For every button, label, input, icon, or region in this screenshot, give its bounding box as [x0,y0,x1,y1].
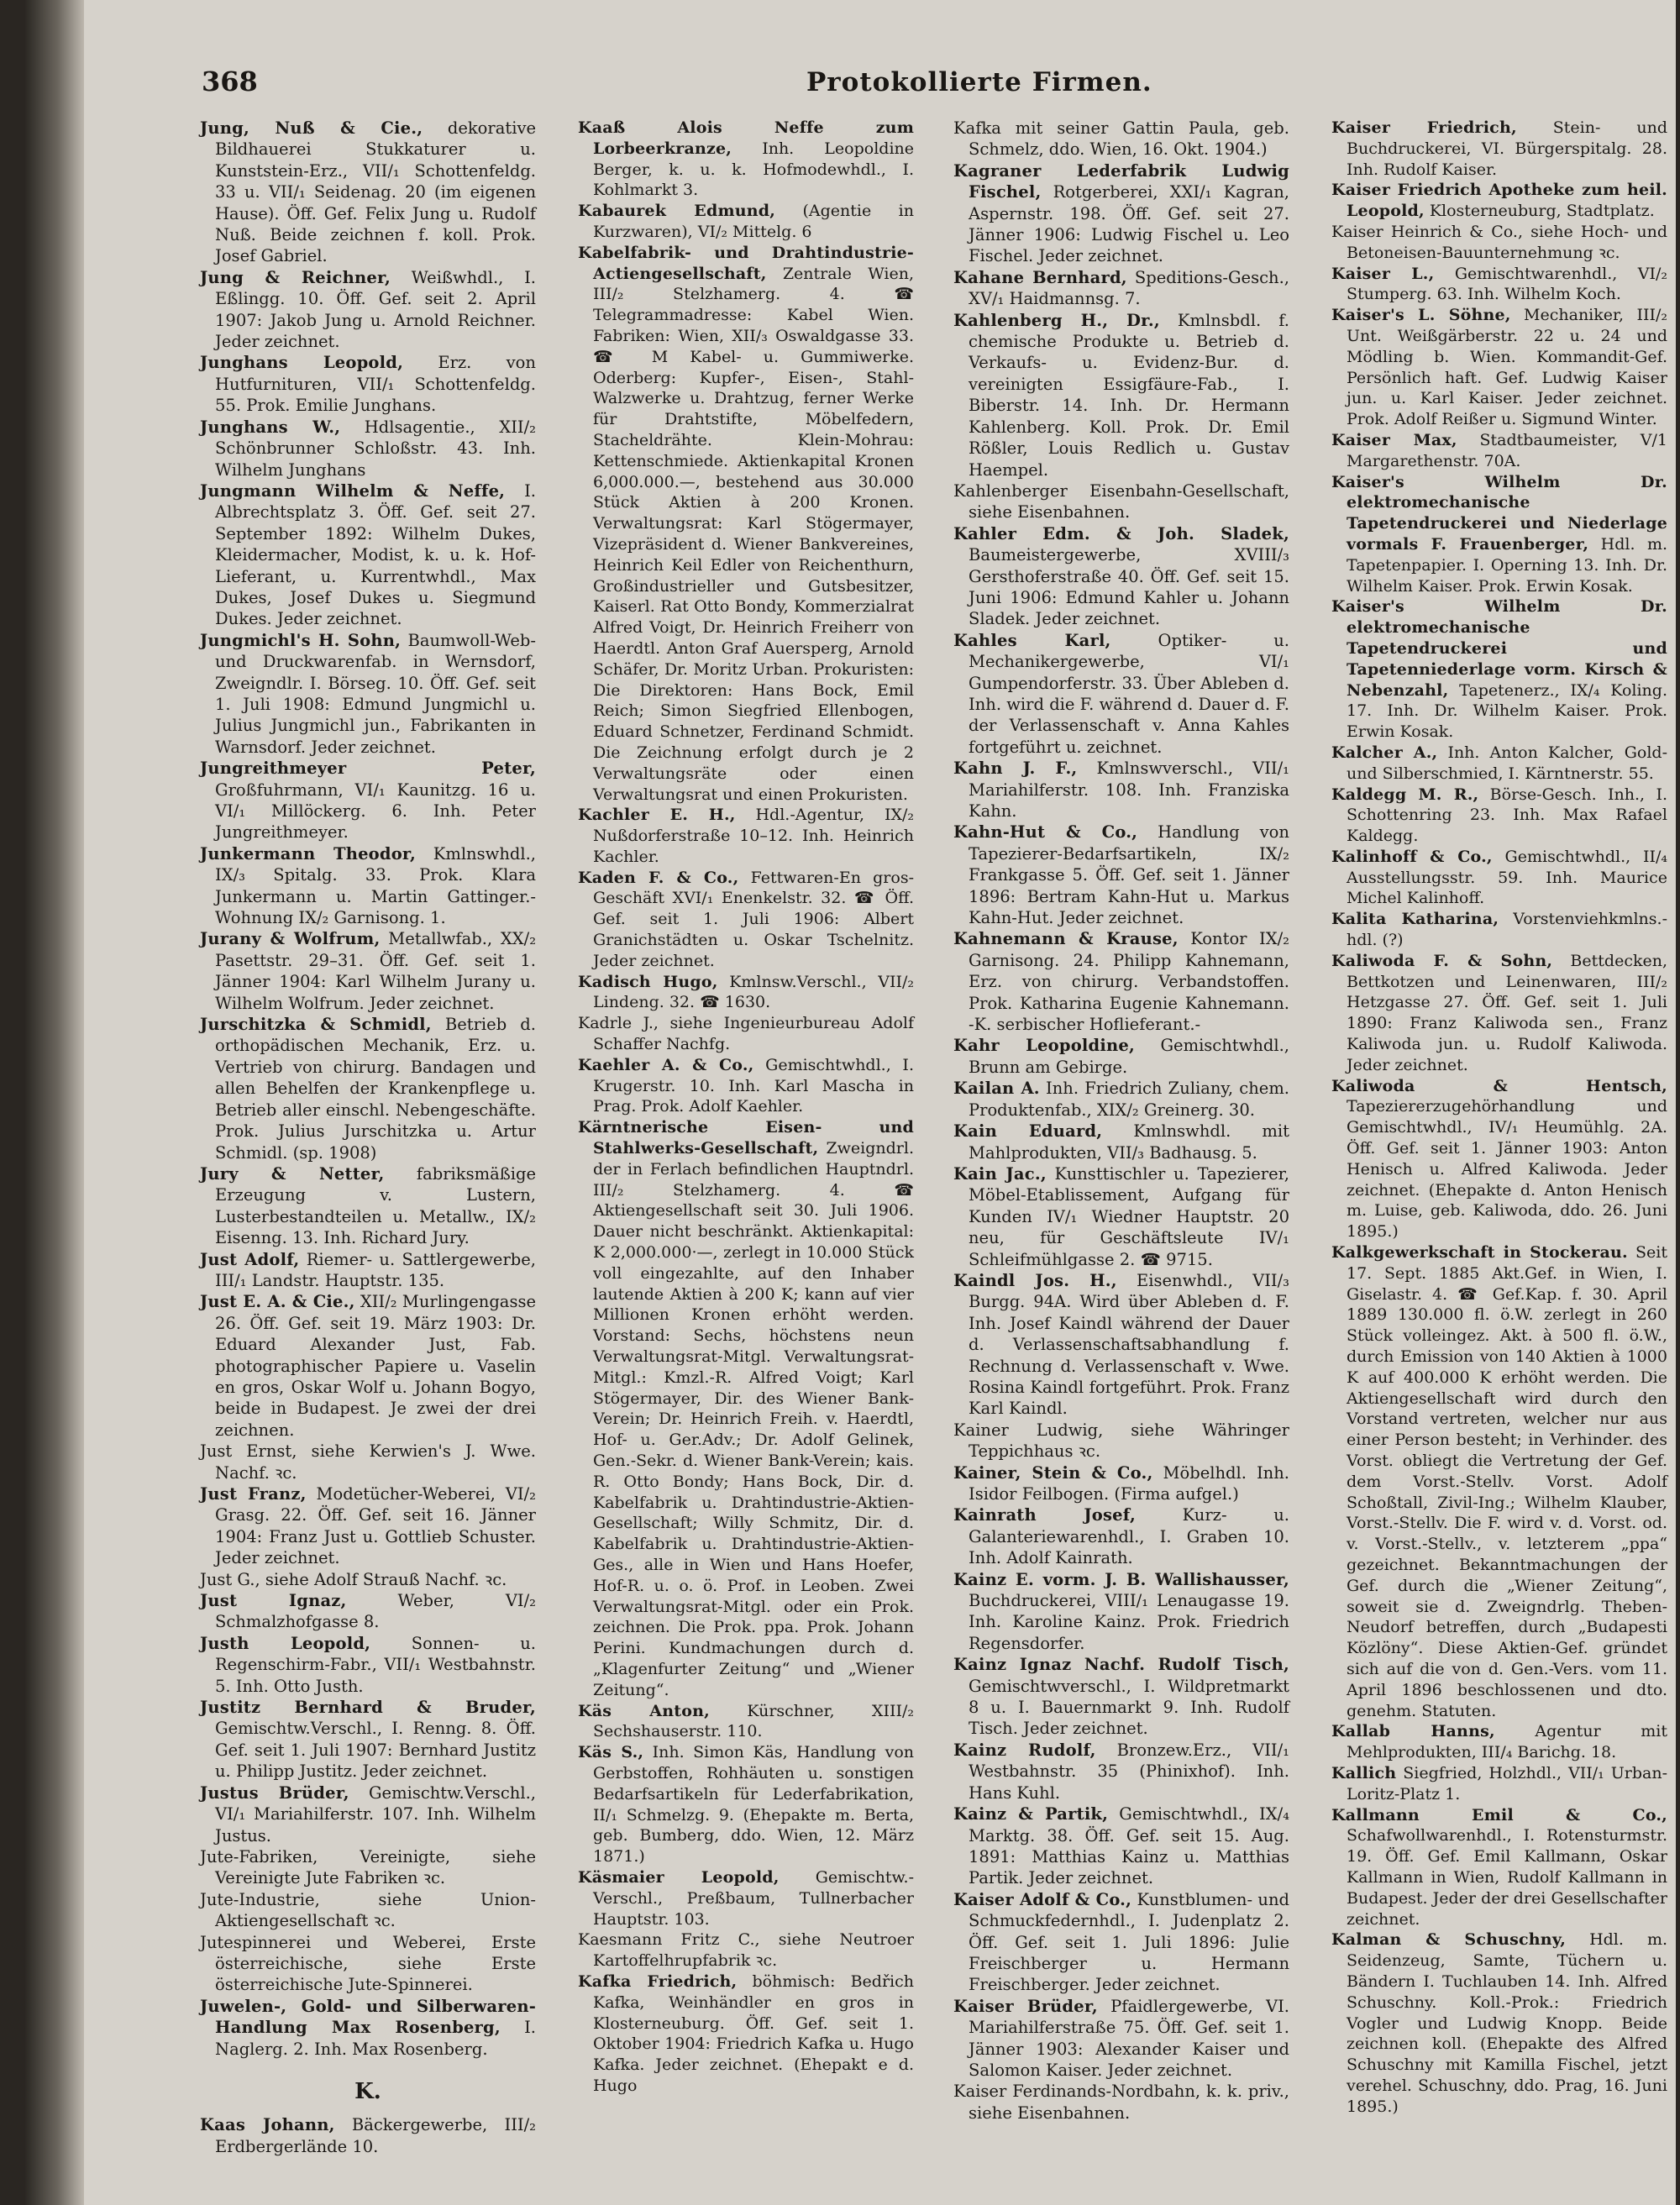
entry-details: Pfaidlergewerbe, VI. Mariahilferstraße 75. Öff. Gef. seit 1. Jänner 1903: Alexander Kaiser und Salomon Kaiser. Jeder zeichnet. [969,1996,1289,2080]
directory-entry [953,118,1289,160]
firm-name: Jungmann Wilhelm & Neffe, [200,480,506,501]
entry-details: Stein- und Buchdruckerei, VI. Bürgerspitalg. 28. Inh. Rudolf Kaiser. [1347,118,1667,179]
entry-details: I. Naglerg. 2. Inh. Max Rosenberg. [215,2018,536,2059]
directory-entry [578,1701,914,1743]
directory-entry [578,1013,914,1055]
entry-details: Möbelhdl. Inh. Isidor Feilbogen. (Firma aufgel.) [969,1462,1289,1504]
directory-entry [953,310,1289,480]
directory-entry [1331,596,1667,743]
directory-entry [953,1803,1289,1889]
firm-name: Kaehler A. & Co., [578,1055,754,1074]
firm-name: Kafka Friedrich, [578,1971,738,1991]
firm-name: Just Franz, [200,1484,307,1504]
directory-entry [578,868,914,972]
firm-name: Kain Eduard, [953,1121,1103,1142]
directory-entry [578,972,914,1014]
firm-name: Kahn-Hut & Co., [953,822,1138,843]
directory-entry [953,1654,1289,1740]
entry-details: Weber, VI/₂ Schmalzhofgasse 8. [215,1591,537,1632]
entry-details: Gemischtwarenhdl., VI/₂ Stumperg. 63. Inh. Wilhelm Koch. [1347,264,1667,304]
firm-name: Jung & Reichner, [200,267,391,287]
entry-details: Börse-Gesch. Inh., I. Schottenring 23. Inh. Max Rafael Kaldegg. [1347,785,1667,846]
firm-name: Kainz Ignaz Nachf. Rudolf Tisch, [953,1655,1289,1675]
entry-details: Hdlsagentie., XII/₂ Schönbrunner Schloßstr. 43. Inh. Wilhelm Junghans [215,417,536,480]
firm-name: Kainer, Stein & Co., [953,1462,1153,1483]
directory-entry [200,1889,536,1932]
directory-entry [1331,472,1667,597]
entry-details: Siegfried, Holzhdl., VII/₁ Urban-Loritz-Platz 1. [1347,1763,1667,1803]
directory-entry [953,1504,1289,1568]
firm-name: Kalkgewerkschaft in Stockerau. [1331,1243,1628,1263]
firm-name: Kaiser's Wilhelm Dr. elektromechanische Tapetendruckerei und Tapetenniederlage vorm. Kirsch & Nebenzahl, [1331,597,1667,700]
entry-details: Zentrale Wien, III/₂ Stelzhamerg. 4. ☎ Telegrammadresse: Kabel Wien. Fabriken: Wien, XII/₃ Oswaldgasse 33. ☎ M Kabel- u. Gummiwerke. Oderberg: Kupfer-, Eisen-, Stahl-Walzwerke u. Drahtzug, ferner Werke für Drahtstifte, Möbelfedern, Stacheldrähte. Klein-Mohrau: Kettenschmiede. Aktienkapital Kronen 6,000.000.—, bestehend aus 30.000 Stück Aktien à 200 Kronen. Verwaltungsrat: Karl Stögermayer, Vizepräsident d. Wiener Bankvereines, Heinrich Keil Edler von Reichenthurn, Großindustrieller und Gutsbesitzer, Kaiserl. Rat Otto Bondy, Kommerzialrat Alfred Voigt, Dr. Heinrich Freiherr von Haerdtl. Anton Graf Auersperg, Arnold Schäfer, Dr. Moritz Urban. Prokuristen: Die Direktoren: Hans Bock, Emil Reich; Simon Siegfried Ellenbogen, Eduard Schnetzer, Ferdinand Schmidt. Die Zeichnung erfolgt durch je 2 Verwaltungsräte oder einen Verwaltungsrat und einen Prokuristen. [593,264,914,804]
firm-name: Kahane Bernhard, [953,267,1127,287]
directory-entry [1331,951,1667,1076]
directory-entry [200,1633,536,1697]
firm-name: Kaiser Adolf & Co., [953,1889,1132,1909]
directory-entry [953,160,1289,267]
directory-entry [200,630,536,758]
entry-details: Kmlnsw.Verschl., VII/₂ Lindeng. 32. ☎ 1630. [593,972,914,1012]
directory-entry [200,758,536,843]
firm-name: Kaiser L., [1331,264,1435,283]
directory-entry [953,822,1289,928]
entry-details: Kunsttischler u. Tapezierer, Möbel-Etablissement, Aufgang für Kunden IV/₁ Wiedner Hauptstr. 20 neu, für Geschäftsleute IV/₁ Schleifmühlgasse 2. ☎ 9715. [969,1163,1289,1269]
entry-details: Zweigndrl. der in Ferlach befindlichen Hauptndrl. III/₂ Stelzhamerg. 4. ☎ Aktiengesellschaft seit 30. Juli 1906. Dauer nicht beschränkt. Aktienkapital: K 2,000.000·—, zerlegt in 10.000 Stück voll eingezahlte, auf den Inhaber lautende Aktien à 200 K; kann auf vier Millionen Kronen erhöht werden. Vorstand: Sechs, höchstens neun Verwaltungsrat-Mitgl. Verwaltungsrat-Mitgl.: Kmzl.-R. Alfred Voigt; Karl Stögermayer, Dir. des Wiener Bank-Verein; Dr. Heinrich Freih. v. Haerdtl, Hof- u. Ger.Adv.; Dr. Adolf Gelinek, Gen.-Sekr. d. Wiener Bank-Verein; kais. R. Otto Bondy; Hans Bock, Dir. d. Kabelfabrik u. Drahtindustrie-Aktien-Gesellschaft; Willy Schmitz, Dir. d. Kabelfabrik u. Drahtindustrie-Aktien-Ges., alle in Wien und Hans Hoefer, Hof-R. u. o. ö. Prof. in Leoben. Zwei Verwaltungsrat-Mitgl. oder ein Prok. zeichnen. Die Prok. ppa. Prok. Johann Perini. Kundmachungen durch d. „Klagenfurter Zeitung“ und „Wiener Zeitung“. [593,1139,914,1699]
directory-entry [578,1867,914,1929]
entry-details: XII/₂ Murlingengasse 26. Öff. Gef. seit 19. März 1903: Dr. Eduard Alexander Just, Fab. photographischer Papiere u. Vaselin en gros, Oskar Wolf u. Johann Bogyo, beide in Budapest. Je zwei der drei zeichnen. [215,1292,536,1440]
entry-details: Gemischtwhdl., II/₄ Ausstellungsstr. 59. Inh. Maurice Michel Kalinhoff. [1347,847,1667,908]
directory-entry [578,1055,914,1117]
entry-details: Agentur mit Mehlprodukten, III/₄ Barichg. 18. [1347,1722,1667,1762]
firm-name: Kahles Karl, [953,630,1111,650]
firm-name: Kainz & Partik, [953,1804,1109,1824]
directory-entry [953,1569,1289,1655]
directory-entry [1331,305,1667,430]
directory-entry [953,480,1289,523]
entry-details: Vorstenviehkmlns.-hdl. (?) [1347,910,1667,950]
entry-details: Jute-Fabriken, Vereinigte, siehe Vereinigte Jute Fabriken ꝛc. [200,1846,536,1888]
entry-details: Kaiser Heinrich & Co., siehe Hoch- und Betoneisen-Bauunternehmung ꝛc. [1331,222,1667,262]
entry-details: Inh. Friedrich Zuliany, chem. Produktenfab., XIX/₂ Greinerg. 30. [969,1079,1290,1120]
firm-name: Kaiser's L. Söhne, [1331,306,1511,325]
firm-name: Junghans Leopold, [200,353,404,373]
entry-details: fabriksmäßige Erzeugung v. Lustern, Lusterbestandteilen u. Metallw., IX/₂ Eisenng. 13. Inh. Richard Jury. [215,1163,536,1248]
firm-name: Kallich [1331,1763,1397,1782]
entry-details: Kürschner, XIII/₂ Sechshauserstr. 110. [593,1701,914,1741]
entry-details: Baumeistergewerbe, XVIII/₃ Gersthoferstraße 40. Öff. Gef. seit 15. Juni 1906: Edmund Kahler u. Johann Sladek. Jeder zeichnet. [969,545,1289,629]
directory-entry [953,758,1289,822]
book-binding-gutter [25,0,84,2205]
firm-name: Just E. A. & Cie., [200,1292,355,1312]
firm-name: Kahlenberg H., Dr., [953,310,1160,330]
entry-details: Bäckergewerbe, III/₂ Erdbergerlände 10. [215,2115,536,2156]
entry-details: Jutespinnerei und Weberei, Erste österreichische, siehe Erste österreichische Jute-Spinnerei. [200,1932,536,1995]
entry-details: dekorative Bildhauerei Stukkaturer u. Kunststein-Erz., VII/₁ Schottenfeldg. 33 u. VII/₁ Seidenag. 20 (im eigenen Hause). Öff. Gef. Felix Jung u. Rudolf Nuß. Beide zeichnen f. koll. Prok. Josef Gabriel. [215,118,537,266]
directory-entry [1331,1076,1667,1242]
directory-entry [1331,264,1667,306]
directory-entry [953,1889,1289,1996]
entry-details: Eisenwhdl., VII/₃ Burgg. 94A. Wird über Ableben d. F. Inh. Josef Kaindl während der Dauer d. Verlassenschaftsabhandlung f. Rechnung d. Verlassenschaft v. Wwe. Rosina Kaindl fortgeführt. Prok. Franz Karl Kaindl. [969,1270,1290,1419]
firm-name: Kaiser Brüder, [953,1996,1098,2016]
firm-name: Justus Brüder, [200,1782,349,1803]
entry-details: Kurz- u. Galanteriewarenhdl., I. Graben 10. Inh. Adolf Kainrath. [969,1505,1289,1568]
column-2 [578,118,914,2097]
firm-name: Kärntnerische Eisen- und Stahlwerks-Gesellschaft, [578,1118,914,1158]
entry-details: Bronzew.Erz., VII/₁ Westbahnstr. 35 (Phinixhof). Inh. Hans Kuhl. [969,1740,1289,1803]
directory-entry [953,1163,1289,1270]
directory-entry [1331,180,1667,222]
firm-name: Kaiser's Wilhelm Dr. elektromechanische Tapetendruckerei und Niederlage vormals F. Frauenberger, [1331,472,1667,554]
directory-entry [200,928,536,1014]
entry-details: Mechaniker, III/₂ Unt. Weißgärberstr. 22 u. 24 und Mödling b. Wien. Kommandit-Gef. Persönlich haft. Gef. Ludwig Kaiser jun. u. Karl Kaiser. Jeder zeichnet. Prok. Adolf Reißer u. Sigmund Winter. [1347,306,1667,429]
directory-entry [200,1163,536,1249]
directory-entry [578,243,914,806]
firm-name: Jungmichl's H. Sohn, [200,630,402,650]
entry-details: Weißwhdl., I. Eßlingg. 10. Öff. Gef. seit 2. April 1907: Jakob Jung u. Arnold Reichner. Jeder zeichnet. [215,267,536,352]
directory-entry [200,352,536,416]
directory-entry [1331,430,1667,472]
firm-name: Jung, Nuß & Cie., [200,118,423,138]
firm-name: Jurany & Wolfrum, [200,929,381,949]
directory-entry [953,1740,1289,1803]
entry-details: Metallwfab., XX/₂ Pasettstr. 29–31. Öff. Gef. seit 1. Jänner 1904: Karl Wilhelm Jurany u. Wilhelm Wolfrum. Jeder zeichnet. [215,929,537,1013]
firm-name: Kainz Rudolf, [953,1740,1096,1760]
column-3 [953,118,1289,2124]
directory-entry [953,928,1289,1035]
entry-details: Fettwaren-En gros-Geschäft XVI/₁ Enenkelstr. 32. ☎ Öff. Gef. seit 1. Juli 1906: Albert Granichstädten u. Oskar Tschelnitz. Jeder zeichnet. [593,868,914,970]
entry-details: Kainer Ludwig, siehe Währinger Teppichhaus ꝛc. [953,1420,1289,1462]
firm-name: Kalita Katharina, [1331,910,1499,929]
firm-name: Kaindl Jos. H., [953,1270,1117,1290]
directory-entry [200,1697,536,1782]
directory-entry [953,1420,1289,1462]
firm-name: Kalman & Schuschny, [1331,1930,1567,1950]
firm-name: Kaldegg M. R., [1331,785,1479,804]
firm-name: Kain Jac., [953,1163,1047,1184]
firm-name: Kallmann Emil & Co., [1331,1805,1667,1824]
firm-name: Kaiser Friedrich Apotheke zum heil. Leopold, [1331,181,1667,221]
firm-name: Junkermann Theodor, [200,843,416,864]
firm-name: Kaiser Friedrich, [1331,118,1517,137]
directory-entry [953,1078,1289,1121]
firm-name: Kabelfabrik- und Drahtindustrie-Actiengesellschaft, [578,243,914,283]
entry-details: Tapeziererzugehörhandlung und Gemischtwhdl., IV/₁ Heumühlg. 2A. Öff. Gef. seit 1. Jänner 1903: Anton Henisch u. Alfred Kaliwoda. Jeder zeichnet. (Ehepakte d. Anton Henisch m. Luise, geb. Kaliwoda, ddo. 26. Juni 1895.) [1347,1097,1667,1242]
directory-entry [953,1996,1289,2082]
entry-details: Kmlnswhdl., IX/₃ Spitalg. 33. Prok. Klara Junkermann u. Martin Gattinger.-Wohnung IX/₂ Garnisong. 1. [215,843,536,928]
directory-entry [200,118,536,267]
firm-name: Justh Leopold, [200,1633,371,1653]
firm-name: Käsmaier Leopold, [578,1867,780,1887]
directory-entry [1331,785,1667,847]
directory-entry [200,1483,536,1569]
entry-details: Rotgerberei, XXI/₁ Kagran, Aspernstr. 198. Öff. Gef. seit 27. Jänner 1906: Ludwig Fischel u. Leo Fischel. Jeder zeichnet. [969,182,1289,266]
entry-details: Just G., siehe Adolf Strauß Nachf. ꝛc. [200,1569,507,1589]
entry-details: Kahlenberger Eisenbahn-Gesellschaft, siehe Eisenbahnen. [953,480,1289,522]
entry-details: Klosterneuburg, Stadtplatz. [1424,202,1655,221]
directory-entry [200,1014,536,1163]
directory-entry [200,1590,536,1633]
entry-details: Modetücher-Weberei, VI/₂ Grasg. 22. Öff. Gef. seit 16. Jänner 1904: Franz Just u. Gottlieb Schuster. Jeder zeichnet. [215,1484,536,1568]
directory-entry [953,630,1289,758]
directory-entry [200,1291,536,1441]
section-letter-heading: K. [354,2078,381,2104]
directory-entry [1331,222,1667,264]
entry-details: Schafwollwarenhdl., I. Rotensturmstr. 19. Öff. Gef. Emil Kallmann, Oskar Kallmann in Wien, Rudolf Kallmann in Budapest. Jeder der drei Gesellschafter zeichnet. [1347,1826,1667,1929]
entry-details: Kmlnswhdl. mit Mahlprodukten, VII/₃ Badhausg. 5. [969,1121,1289,1163]
entry-details: Hdl. m. Tapetenpapier. I. Operning 13. Inh. Dr. Wilhelm Kaiser. Prok. Erwin Kosak. [1347,534,1668,596]
directory-entry [1331,1242,1667,1721]
firm-name: Junghans W., [200,417,341,437]
firm-name: Kaden F. & Co., [578,868,739,887]
entry-details: Gemischtw.-Verschl., Preßbaum, Tullnerbacher Hauptstr. 103. [593,1867,914,1929]
entry-details: Jute-Industrie, siehe Union-Aktiengesellschaft ꝛc. [200,1889,536,1931]
entry-details: Sonnen- u. Regenschirm-Fabr., VII/₁ Westbahnstr. 5. Inh. Otto Justh. [215,1633,536,1696]
entry-details: Kaiser Ferdinands-Nordbahn, k. k. priv., siehe Eisenbahnen. [953,2082,1289,2123]
entry-details: Just Ernst, siehe Kerwien's J. Wwe. Nachf. ꝛc. [200,1441,536,1483]
directory-entry [200,1846,536,1889]
directory-entry [953,1270,1289,1420]
firm-name: Kagraner Lederfabrik Ludwig Fischel, [953,160,1289,202]
directory-entry [578,118,914,201]
entry-details: (Agentie in Kurzwaren), VI/₂ Mittelg. 6 [593,202,914,241]
entry-details: Gemischtwhdl., I. Krugerstr. 10. Inh. Karl Mascha in Prag. Prok. Adolf Kaehler. [593,1055,914,1116]
page-number: 368 [202,66,258,97]
entry-details: Bettdecken, Bettkotzen und Leinenwaren, III/₂ Hetzgasse 27. Öff. Gef. seit 1. Juli 1890: Franz Kaliwoda sen., Franz Kaliwoda jun. u. Rudolf Kaliwoda. Jeder zeichnet. [1347,951,1667,1074]
entry-details: Kmlnswverschl., VII/₁ Mariahilferstr. 108. Inh. Franziska Kahn. [969,759,1289,821]
directory-entry [953,1121,1289,1163]
entry-details: Baumwoll-Web- und Druckwarenfab. in Wernsdorf, Zweigndlr. I. Börseg. 10. Öff. Gef. seit 1. Juli 1908: Edmund Jungmichl u. Julius Jungmichl jun., Fabrikanten in Warnsdorf. Jeder zeichnet. [215,630,536,757]
firm-name: Kainz E. vorm. J. B. Wallishausser, [953,1569,1289,1589]
firm-name: Jurschitzka & Schmidl, [200,1015,432,1035]
firm-name: Kalcher A., [1331,743,1438,762]
directory-entry [1331,1805,1667,1930]
entry-details: Gemischtw.Verschl., I. Renng. 8. Öff. Gef. seit 1. Juli 1907: Bernhard Justitz u. Philipp Justitz. Jeder zeichnet. [215,1719,536,1782]
entry-details: Tapetenerz., IX/₄ Koling. 17. Inh. Dr. Wilhelm Kaiser. Prok. Erwin Kosak. [1347,680,1667,742]
firm-name: Kahnemann & Krause, [953,929,1179,949]
entry-details: Kafka mit seiner Gattin Paula, geb. Schmelz, ddo. Wien, 16. Okt. 1904.) [953,118,1289,160]
firm-name: Käs S., [578,1743,644,1762]
directory-entry [953,1462,1289,1505]
entry-details: Kontor IX/₂ Garnisong. 24. Philipp Kahnemann, Erz. von chirurg. Verbandstoffen. Prok. Katharina Eugenie Kahnemann. -K. serbischer Hoflieferant.- [969,929,1289,1035]
firm-name: Kaiser Max, [1331,430,1457,449]
directory-entry [200,843,536,929]
firm-name: Kalinhoff & Co., [1331,847,1493,866]
directory-entry [200,1249,536,1292]
firm-name: Just Ignaz, [200,1591,347,1611]
firm-name: Kailan A. [953,1079,1040,1099]
firm-name: Kadisch Hugo, [578,972,718,991]
firm-name: Kaliwoda F. & Sohn, [1331,951,1553,970]
directory-entry [953,267,1289,310]
directory-entry [953,1035,1289,1078]
firm-name: Kainrath Josef, [953,1505,1136,1525]
entry-details: Großfuhrmann, VI/₁ Kaunitzg. 16 u. VI/₁ Millöckerg. 6. Inh. Peter Jungreithmeyer. [215,780,536,843]
directory-entry [1331,1763,1667,1805]
firm-name: Kabaurek Edmund, [578,202,776,221]
column-1 [200,118,536,2157]
directory-entry [578,1971,914,2097]
entry-details: Gemischtwhdl., Brunn am Gebirge. [969,1036,1289,1077]
directory-entry [578,1929,914,1971]
firm-name: Kallab Hanns, [1331,1722,1495,1741]
directory-entry [578,201,914,243]
firm-name: Kahr Leopoldine, [953,1036,1135,1056]
directory-entry [200,417,536,480]
firm-name: Just Adolf, [200,1249,300,1269]
entry-details: Inh. Leopoldine Berger, k. u. k. Hofmodewhdl., I. Kohlmarkt 3. [593,139,914,200]
entry-details: Gemischtw.Verschl., VI/₁ Mariahilferstr. 107. Inh. Wilhelm Justus. [215,1782,536,1845]
directory-entry [1331,118,1667,180]
directory-page [25,0,1676,2205]
entry-details: Inh. Anton Kalcher, Gold- und Silberschmied, I. Kärntnerstr. 55. [1347,743,1667,783]
entry-details: Kaesmann Fritz C., siehe Neutroer Kartoffelhrupfabrik ꝛc. [578,1930,914,1971]
firm-name: Kahler Edm. & Joh. Sladek, [953,523,1289,543]
running-title: Protokollierte Firmen. [806,67,1152,97]
firm-name: Käs Anton, [578,1701,710,1720]
directory-entry [200,480,536,630]
entry-details: Gemischtwverschl., I. Wildpretmarkt 8 u. I. Bauernmarkt 9. Inh. Rudolf Tisch. Jeder zeichnet. [969,1676,1289,1739]
directory-entry [200,1569,536,1590]
entry-details: Kunstblumen- und Schmuckfedernhdl., I. Judenplatz 2. Öff. Gef. seit 1. Juli 1896: Julie Freischberger u. Hermann Freischberger. Jeder zeichnet. [969,1889,1290,1995]
firm-name: Jungreithmeyer Peter, [200,759,536,779]
firm-name: Kahn J. F., [953,759,1078,779]
entry-details: Seit 17. Sept. 1885 Akt.Gef. in Wien, I. Giselastr. 4. ☎ Gef.Kap. f. 30. April 1889 130.000 fl. ö.W. zerlegt in 260 Stück volleingez. Akt. à 500 fl. ö.W., durch Emission von 140 Aktien à 1000 K auf 400.000 K erhöht werden. Die Aktiengesellschaft wird durch den Vorstand vertreten, welcher nur aus einer Person besteht; in Verhinder. des Vorst. obliegt die Vertretung der Gef. dem Vorst.-Stellv. Vorst. Adolf Schoßtall, Zivil-Ing.; Wilhelm Klauber, Vorst.-Stellv. Die F. wird v. d. Vorst. od. v. Vorst.-Stellv., v. letzterem „ppa“ gezeichnet. Bekanntmachungen der Gef. durch die „Wiener Zeitung“, soweit sie d. Zweigndrlg. Theben-Neudorf betreffen, durch „Budapesti Közlöny“. Diese Aktien-Gef. gründet sich auf die von d. Gen.-Vers. vom 11. April 1896 beschlossenen und dto. genehm. Statuten. [1347,1243,1668,1720]
entry-details: I. Albrechtsplatz 3. Öff. Gef. seit 27. September 1892: Wilhelm Dukes, Kleidermacher, Modist, k. u. k. Hof-Lieferant, u. Kurrentwhdl., Max Dukes, Josef Dukes u. Siegmund Dukes. Jeder zeichnet. [215,480,536,629]
entry-details: Optiker- u. Mechanikergewerbe, VI/₁ Gumpendorferstr. 33. Über Ableben d. Inh. wird die F. während d. Dauer d. F. der Verlassenschaft v. Anna Kahles fortgeführt u. zeichnet. [969,630,1289,757]
firm-name: Kaas Johann, [200,2115,335,2135]
entry-details: Kadrle J., siehe Ingenieurbureau Adolf Schaffer Nachfg. [578,1014,914,1054]
entry-details: Speditions-Gesch., XV/₁ Haidmannsg. 7. [969,267,1289,309]
directory-entry [200,2114,536,2157]
firm-name: Kaaß Alois Neffe zum Lorbeerkranze, [578,118,914,158]
directory-entry [1331,847,1667,909]
entry-details: Inh. Simon Käs, Handlung von Gerbstoffen, Rohhäuten u. sonstigen Bedarfsartikeln für Lederfabrikation, II/₁ Schmelzg. 9. (Ehepakte m. Berta, geb. Bumberg, ddo. Wien, 12. März 1871.) [593,1743,914,1866]
directory-entry [1331,1929,1667,2117]
firm-name: Kachler E. H., [578,806,736,825]
entry-details: Kmlnsbdl. f. chemische Produkte u. Betrieb d. Verkaufs- u. Evidenz-Bur. d. vereinigten Essigfäure-Fab., I. Biberstr. 14. Inh. Dr. Hermann Kahlenberg. Koll. Prok. Dr. Emil Rößler, Louis Redlich u. Gustav Haempel. [969,310,1289,480]
firm-name: Kaliwoda & Hentsch, [1331,1076,1667,1095]
column-4 [1331,118,1667,2118]
directory-entry [1331,743,1667,785]
directory-entry [200,1996,536,2060]
firm-name: Justitz Bernhard & Bruder, [200,1698,536,1718]
directory-entry [200,267,536,353]
directory-entry [578,805,914,867]
directory-entry [953,523,1289,630]
firm-name: Juwelen-, Gold- und Silberwaren-Handlung Max Rosenberg, [200,1996,536,2038]
entry-details: Hdl. m. Seidenzeug, Samte, Tüchern u. Bändern I. Tuchlauben 14. Inh. Alfred Schuschny. Koll.-Prok.: Friedrich Vogler und Ludwig Knopp. Beide zeichnen koll. (Ehepakte des Alfred Schuschny mit Kamilla Fischel, jetzt verehel. Schuschny, ddo. Prag, 16. Juni 1895.) [1347,1930,1667,2116]
entry-details: Gemischtwhdl., IX/₄ Marktg. 38. Öff. Gef. seit 15. Aug. 1891: Matthias Kainz u. Matthias Partik. Jeder zeichnet. [969,1804,1289,1888]
directory-entry [200,1932,536,1996]
directory-entry [953,2081,1289,2124]
entry-details: Buchdruckerei, VIII/₁ Lenaugasse 19. Inh. Karoline Kainz. Prok. Friedrich Regensdorfer. [969,1591,1289,1653]
page-header [202,66,1462,116]
firm-name: Jury & Netter, [200,1163,385,1184]
directory-entry [1331,1721,1667,1763]
directory-entry [1331,909,1667,951]
entry-details: Stadtbaumeister, V/1 Margarethenstr. 70A. [1347,430,1667,470]
entry-details: böhmisch: Bedřich Kafka, Weinhändler en gros in Klosterneuburg. Öff. Gef. seit 1. Oktober 1904: Friedrich Kafka u. Hugo Kafka. Jeder zeichnet. (Ehepakt e d. Hugo [593,1971,914,2095]
directory-entry [200,1782,536,1846]
entry-details: Riemer- u. Sattlergewerbe, III/₁ Landstr. Hauptstr. 135. [215,1249,536,1290]
entry-details: Handlung von Tapezierer-Bedarfsartikeln, IX/₂ Frankgasse 5. Öff. Gef. seit 1. Jänner 1896: Bertram Kahn-Hut u. Markus Kahn-Hut. Jeder zeichnet. [969,822,1289,928]
directory-entry [200,1441,536,1483]
entry-details: Betrieb d. orthopädischen Mechanik, Erz. u. Vertrieb von chirurg. Bandagen und allen Behelfen der Krankenpflege u. Betrieb aller einschl. Nebengeschäfte. Prok. Julius Jurschitzka u. Artur Schmidl. (sp. 1908) [215,1015,536,1163]
directory-entry [578,1742,914,1867]
directory-entry [578,1117,914,1700]
entry-details: Erz. von Hutfurnituren, VII/₁ Schottenfeldg. 55. Prok. Emilie Junghans. [215,353,536,416]
entry-details: Hdl.-Agentur, IX/₂ Nußdorferstraße 10–12. Inh. Heinrich Kachler. [593,806,914,866]
